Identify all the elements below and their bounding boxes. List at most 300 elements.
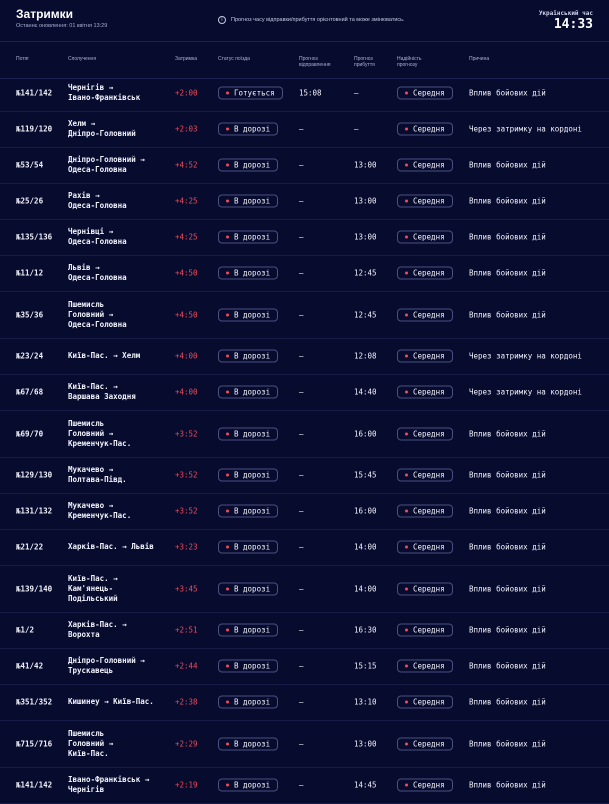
reliability-label: Середня xyxy=(413,88,445,98)
reason-text: Вплив бойових дій xyxy=(469,88,546,98)
reliability-badge xyxy=(397,87,453,100)
departure-forecast: — xyxy=(299,310,304,319)
table-row[interactable] xyxy=(0,147,609,184)
reason-text: Через затримку на кордоні xyxy=(469,124,582,134)
departure-forecast: — xyxy=(299,351,304,361)
page-header xyxy=(0,0,609,42)
column-header-arrival xyxy=(354,56,375,68)
status-badge xyxy=(218,159,278,172)
route-line: Рахів → xyxy=(68,191,100,200)
route-line: Івано-Франківськ xyxy=(68,93,141,102)
delay-value: +4:50 xyxy=(175,268,198,278)
reliability-badge xyxy=(397,541,453,554)
notice-text: Прогноз часу відправки/прибуття орієнтовний та може змінюватись. xyxy=(231,17,405,23)
train-number: №141/142 xyxy=(16,780,53,790)
status-label: В дорозі xyxy=(234,268,271,278)
table-row[interactable] xyxy=(0,374,609,411)
reliability-dot-icon xyxy=(405,200,408,203)
status-label: В дорозі xyxy=(234,780,271,790)
forecast-notice xyxy=(218,15,405,25)
reason-text: Вплив бойових дій xyxy=(469,780,546,790)
status-badge xyxy=(218,696,278,709)
status-badge xyxy=(218,505,278,518)
arrival-forecast: 14:00 xyxy=(354,584,377,593)
departure-forecast: — xyxy=(299,625,304,635)
status-dot-icon xyxy=(226,665,229,668)
departure-forecast: 15:08 xyxy=(299,88,322,98)
table-row[interactable] xyxy=(0,111,609,148)
status-badge xyxy=(218,87,283,100)
departure-forecast: — xyxy=(299,387,304,397)
departure-forecast: — xyxy=(299,470,304,480)
reliability-label: Середня xyxy=(413,232,445,242)
reliability-badge xyxy=(397,267,453,280)
status-dot-icon xyxy=(226,742,229,745)
table-row[interactable] xyxy=(0,75,609,112)
route-line: Київ-Пас. xyxy=(68,748,109,758)
clock-time: 14:33 xyxy=(553,17,593,32)
reliability-label: Середня xyxy=(413,780,445,790)
status-dot-icon xyxy=(226,510,229,513)
reason-text: Вплив бойових дій xyxy=(469,625,546,635)
reliability-dot-icon xyxy=(405,164,408,167)
route-text xyxy=(68,620,173,640)
departure-forecast: — xyxy=(299,739,304,748)
arrival-forecast: 15:15 xyxy=(354,661,377,671)
status-badge xyxy=(218,737,278,750)
arrival-forecast: — xyxy=(354,88,359,98)
reliability-label: Середня xyxy=(413,429,445,438)
clock-label: Український час xyxy=(538,10,593,17)
route-text xyxy=(68,83,173,103)
status-label: В дорозі xyxy=(234,542,271,552)
arrival-forecast: 14:40 xyxy=(354,387,377,397)
route-line: Харків-Пас. → Львів xyxy=(68,542,154,551)
departure-forecast: — xyxy=(299,584,304,593)
reason-text: Вплив бойових дій xyxy=(469,584,546,593)
route-line: Полтава-Півд. xyxy=(68,475,127,484)
train-number: №25/26 xyxy=(16,196,44,206)
route-text xyxy=(68,775,173,795)
delay-value: +2:44 xyxy=(175,661,198,671)
reliability-dot-icon xyxy=(405,742,408,745)
table-row[interactable] xyxy=(0,219,609,256)
reliability-label: Середня xyxy=(413,470,445,480)
route-line: Головний → xyxy=(68,738,114,748)
status-label: В дорозі xyxy=(234,584,271,593)
departure-forecast: — xyxy=(299,542,304,552)
reason-text: Вплив бойових дій xyxy=(469,429,546,438)
table-row[interactable] xyxy=(0,565,609,613)
arrival-forecast: 16:30 xyxy=(354,625,377,635)
reliability-label: Середня xyxy=(413,506,445,516)
arrival-forecast: 14:00 xyxy=(354,542,377,552)
status-label: В дорозі xyxy=(234,697,271,707)
route-line: Хелм → xyxy=(68,119,96,128)
route-line: Чернівці → xyxy=(68,227,114,236)
status-badge xyxy=(218,541,278,554)
train-number: №135/136 xyxy=(16,232,53,242)
status-label: В дорозі xyxy=(234,232,271,242)
arrival-forecast: 14:45 xyxy=(354,780,377,790)
reason-text: Вплив бойових дій xyxy=(469,661,546,671)
arrival-forecast: 16:00 xyxy=(354,429,377,438)
route-text xyxy=(68,542,173,552)
reliability-dot-icon xyxy=(405,629,408,632)
status-dot-icon xyxy=(226,432,229,435)
route-line: Пшемисль xyxy=(68,728,105,738)
route-line: Варшава Заходня xyxy=(68,392,136,401)
status-badge xyxy=(218,427,278,440)
status-dot-icon xyxy=(226,164,229,167)
reliability-dot-icon xyxy=(405,432,408,435)
table-row[interactable] xyxy=(0,291,609,339)
reliability-badge xyxy=(397,350,453,363)
route-text xyxy=(68,729,173,759)
reliability-badge xyxy=(397,231,453,244)
reliability-badge xyxy=(397,386,453,399)
status-badge xyxy=(218,231,278,244)
arrival-forecast: 12:45 xyxy=(354,310,377,319)
table-row[interactable] xyxy=(0,183,609,220)
reliability-badge xyxy=(397,195,453,208)
departure-forecast: — xyxy=(299,429,304,438)
route-line: Одеса-Головна xyxy=(68,319,127,329)
reliability-dot-icon xyxy=(405,701,408,704)
page-title: Затримки xyxy=(16,7,74,21)
reliability-dot-icon xyxy=(405,355,408,358)
table-header xyxy=(0,41,609,79)
status-dot-icon xyxy=(226,474,229,477)
route-line: Одеса-Головна xyxy=(68,201,127,210)
reliability-badge xyxy=(397,696,453,709)
status-label: В дорозі xyxy=(234,196,271,206)
status-dot-icon xyxy=(226,355,229,358)
column-header-arrival-line2: прибуття xyxy=(354,62,375,68)
table-row[interactable] xyxy=(0,493,609,530)
table-row[interactable] xyxy=(0,720,609,768)
reliability-badge xyxy=(397,779,453,792)
reason-text: Вплив бойових дій xyxy=(469,160,546,170)
status-dot-icon xyxy=(226,92,229,95)
reason-text: Вплив бойових дій xyxy=(469,697,546,707)
table-row[interactable] xyxy=(0,529,609,566)
reliability-badge xyxy=(397,427,453,440)
train-number: №67/68 xyxy=(16,387,44,397)
train-number: №41/42 xyxy=(16,661,44,671)
column-header-route: Сполучення xyxy=(68,56,97,62)
route-line: Одеса-Головна xyxy=(68,273,127,282)
arrival-forecast: 12:45 xyxy=(354,268,377,278)
route-text xyxy=(68,574,173,604)
train-number: №119/120 xyxy=(16,124,53,134)
departure-forecast: — xyxy=(299,506,304,516)
route-text xyxy=(68,191,173,211)
status-dot-icon xyxy=(226,236,229,239)
route-line: Кам'янець- xyxy=(68,583,114,593)
train-number: №139/140 xyxy=(16,584,53,593)
train-number: №715/716 xyxy=(16,739,53,748)
route-line: Одеса-Головна xyxy=(68,237,127,246)
status-badge xyxy=(218,582,278,595)
reliability-badge xyxy=(397,582,453,595)
route-text xyxy=(68,227,173,247)
column-header-departure-line2: відправлення xyxy=(299,62,331,68)
delay-value: +4:25 xyxy=(175,196,198,206)
route-line: Дніпро-Головний → xyxy=(68,656,145,665)
route-text xyxy=(68,656,173,676)
route-line: Харків-Пас. → xyxy=(68,620,127,629)
delay-value: +3:23 xyxy=(175,542,198,552)
column-header-reason: Причина xyxy=(469,56,490,62)
route-line: Кишинеу → Київ-Пас. xyxy=(68,697,154,706)
reliability-label: Середня xyxy=(413,584,445,593)
reliability-dot-icon xyxy=(405,546,408,549)
route-line: Кременчук-Пас. xyxy=(68,511,132,520)
arrival-forecast: — xyxy=(354,124,359,134)
arrival-forecast: 13:00 xyxy=(354,160,377,170)
reason-text: Вплив бойових дій xyxy=(469,268,546,278)
delay-value: +4:50 xyxy=(175,310,198,319)
departure-forecast: — xyxy=(299,780,304,790)
reason-text: Вплив бойових дій xyxy=(469,470,546,480)
last-updated-text: Останнє оновлення: 01 квітня 13:29 xyxy=(16,23,108,29)
train-number: №35/36 xyxy=(16,310,44,319)
table-row[interactable] xyxy=(0,767,609,804)
delay-value: +2:00 xyxy=(175,88,198,98)
column-header-departure xyxy=(299,56,330,68)
status-dot-icon xyxy=(226,313,229,316)
delay-value: +2:19 xyxy=(175,780,198,790)
reliability-label: Середня xyxy=(413,160,445,170)
delay-value: +2:03 xyxy=(175,124,198,134)
departure-forecast: — xyxy=(299,196,304,206)
reliability-badge xyxy=(397,308,453,321)
reliability-label: Середня xyxy=(413,625,445,635)
route-line: Мукачево → xyxy=(68,501,114,510)
reason-text: Вплив бойових дій xyxy=(469,739,546,748)
route-line: Трускавець xyxy=(68,666,114,675)
reliability-dot-icon xyxy=(405,391,408,394)
arrival-forecast: 13:10 xyxy=(354,697,377,707)
route-text xyxy=(68,465,173,485)
reliability-badge xyxy=(397,660,453,673)
status-label: В дорозі xyxy=(234,429,271,438)
route-line: Київ-Пас. → xyxy=(68,573,118,583)
reliability-badge xyxy=(397,159,453,172)
delay-value: +4:52 xyxy=(175,160,198,170)
status-label: В дорозі xyxy=(234,310,271,319)
reliability-label: Середня xyxy=(413,739,445,748)
reason-text: Через затримку на кордоні xyxy=(469,387,582,397)
reliability-label: Середня xyxy=(413,661,445,671)
reliability-label: Середня xyxy=(413,351,445,361)
column-header-reliability xyxy=(397,56,421,68)
status-label: В дорозі xyxy=(234,160,271,170)
route-text xyxy=(68,155,173,175)
status-dot-icon xyxy=(226,128,229,131)
route-line: Подільський xyxy=(68,593,118,603)
reliability-label: Середня xyxy=(413,542,445,552)
delay-value: +4:00 xyxy=(175,351,198,361)
status-badge xyxy=(218,267,278,280)
reliability-badge xyxy=(397,123,453,136)
reliability-dot-icon xyxy=(405,665,408,668)
route-text xyxy=(68,697,173,707)
delay-value: +4:00 xyxy=(175,387,198,397)
status-label: В дорозі xyxy=(234,124,271,134)
reliability-badge xyxy=(397,505,453,518)
train-number: №11/12 xyxy=(16,268,44,278)
train-number: №131/132 xyxy=(16,506,53,516)
route-text xyxy=(68,351,173,361)
departure-forecast: — xyxy=(299,160,304,170)
reliability-label: Середня xyxy=(413,310,445,319)
train-number: №129/130 xyxy=(16,470,53,480)
reliability-label: Середня xyxy=(413,196,445,206)
status-label: В дорозі xyxy=(234,739,271,748)
status-label: В дорозі xyxy=(234,661,271,671)
route-line: Пшемисль xyxy=(68,299,105,309)
reason-text: Вплив бойових дій xyxy=(469,196,546,206)
route-line: Мукачево → xyxy=(68,465,114,474)
status-label: В дорозі xyxy=(234,506,271,516)
reliability-dot-icon xyxy=(405,510,408,513)
column-header-reliability-line2: прогнозу xyxy=(397,62,418,68)
route-line: Чернігів → xyxy=(68,83,114,92)
route-text xyxy=(68,419,173,449)
info-icon: i xyxy=(218,16,226,24)
table-row[interactable] xyxy=(0,684,609,721)
train-number: №21/22 xyxy=(16,542,44,552)
table-row[interactable] xyxy=(0,648,609,685)
delay-value: +2:51 xyxy=(175,625,198,635)
column-header-status: Статус поїзда xyxy=(218,56,250,62)
status-label: В дорозі xyxy=(234,351,271,361)
status-label: В дорозі xyxy=(234,470,271,480)
reliability-label: Середня xyxy=(413,124,445,134)
departure-forecast: — xyxy=(299,697,304,707)
status-badge xyxy=(218,624,278,637)
column-header-arrival-line1: Прогноз xyxy=(354,56,373,62)
delay-value: +3:45 xyxy=(175,584,198,593)
table-row[interactable] xyxy=(0,255,609,292)
route-line: Одеса-Головна xyxy=(68,165,127,174)
route-text xyxy=(68,501,173,521)
reliability-dot-icon xyxy=(405,236,408,239)
departure-forecast: — xyxy=(299,124,304,134)
status-badge xyxy=(218,308,278,321)
delay-value: +3:52 xyxy=(175,429,198,438)
route-line: Пшемисль xyxy=(68,418,105,428)
reliability-dot-icon xyxy=(405,128,408,131)
column-header-reliability-line1: Надійність xyxy=(397,56,422,62)
train-number: №351/352 xyxy=(16,697,53,707)
status-dot-icon xyxy=(226,391,229,394)
arrival-forecast: 16:00 xyxy=(354,506,377,516)
delay-value: +2:29 xyxy=(175,739,198,748)
reliability-dot-icon xyxy=(405,784,408,787)
reliability-dot-icon xyxy=(405,313,408,316)
status-label: В дорозі xyxy=(234,625,271,635)
reliability-dot-icon xyxy=(405,272,408,275)
departure-forecast: — xyxy=(299,232,304,242)
status-badge xyxy=(218,386,278,399)
train-number: №53/54 xyxy=(16,160,44,170)
status-badge xyxy=(218,123,278,136)
arrival-forecast: 12:08 xyxy=(354,351,377,361)
train-number: №69/70 xyxy=(16,429,44,438)
departure-forecast: — xyxy=(299,661,304,671)
table-row[interactable] xyxy=(0,457,609,494)
reliability-dot-icon xyxy=(405,474,408,477)
reliability-badge xyxy=(397,624,453,637)
train-number: №1/2 xyxy=(16,625,35,635)
status-label: В дорозі xyxy=(234,387,271,397)
status-dot-icon xyxy=(226,784,229,787)
departure-forecast: — xyxy=(299,268,304,278)
status-dot-icon xyxy=(226,629,229,632)
status-dot-icon xyxy=(226,200,229,203)
reliability-badge xyxy=(397,737,453,750)
route-line: Дніпро-Головний → xyxy=(68,155,145,164)
column-header-delay: Затримка xyxy=(175,56,198,62)
reason-text: Вплив бойових дій xyxy=(469,310,546,319)
table-row[interactable] xyxy=(0,612,609,649)
arrival-forecast: 13:00 xyxy=(354,739,377,748)
delay-value: +3:52 xyxy=(175,470,198,480)
route-line: Івано-Франківськ → xyxy=(68,775,150,784)
route-text xyxy=(68,263,173,283)
arrival-forecast: 15:45 xyxy=(354,470,377,480)
route-line: Дніпро-Головний xyxy=(68,129,136,138)
delay-value: +2:38 xyxy=(175,697,198,707)
status-dot-icon xyxy=(226,587,229,590)
route-line: Ворохта xyxy=(68,630,100,639)
column-header-train: Потяг xyxy=(16,56,30,62)
train-number: №141/142 xyxy=(16,88,53,98)
route-line: Кременчук-Пас. xyxy=(68,438,132,448)
route-line: Чернігів xyxy=(68,785,105,794)
status-badge xyxy=(218,779,278,792)
route-line: Головний → xyxy=(68,309,114,319)
route-line: Київ-Пас. → xyxy=(68,382,118,391)
reason-text: Вплив бойових дій xyxy=(469,232,546,242)
status-badge xyxy=(218,350,278,363)
train-number: №23/24 xyxy=(16,351,44,361)
route-text xyxy=(68,119,173,139)
table-row[interactable] xyxy=(0,338,609,375)
status-badge xyxy=(218,660,278,673)
delay-value: +4:25 xyxy=(175,232,198,242)
table-row[interactable] xyxy=(0,410,609,458)
status-dot-icon xyxy=(226,701,229,704)
route-line: Львів → xyxy=(68,263,100,272)
reliability-label: Середня xyxy=(413,697,445,707)
reason-text: Вплив бойових дій xyxy=(469,506,546,516)
reliability-label: Середня xyxy=(413,268,445,278)
status-dot-icon xyxy=(226,546,229,549)
route-text xyxy=(68,382,173,402)
arrival-forecast: 13:00 xyxy=(354,196,377,206)
route-line: Головний → xyxy=(68,428,114,438)
status-badge xyxy=(218,195,278,208)
arrival-forecast: 13:00 xyxy=(354,232,377,242)
route-line: Київ-Пас. → Хелм xyxy=(68,351,141,360)
column-header-departure-line1: Прогноз xyxy=(299,56,318,62)
delay-value: +3:52 xyxy=(175,506,198,516)
reliability-dot-icon xyxy=(405,92,408,95)
